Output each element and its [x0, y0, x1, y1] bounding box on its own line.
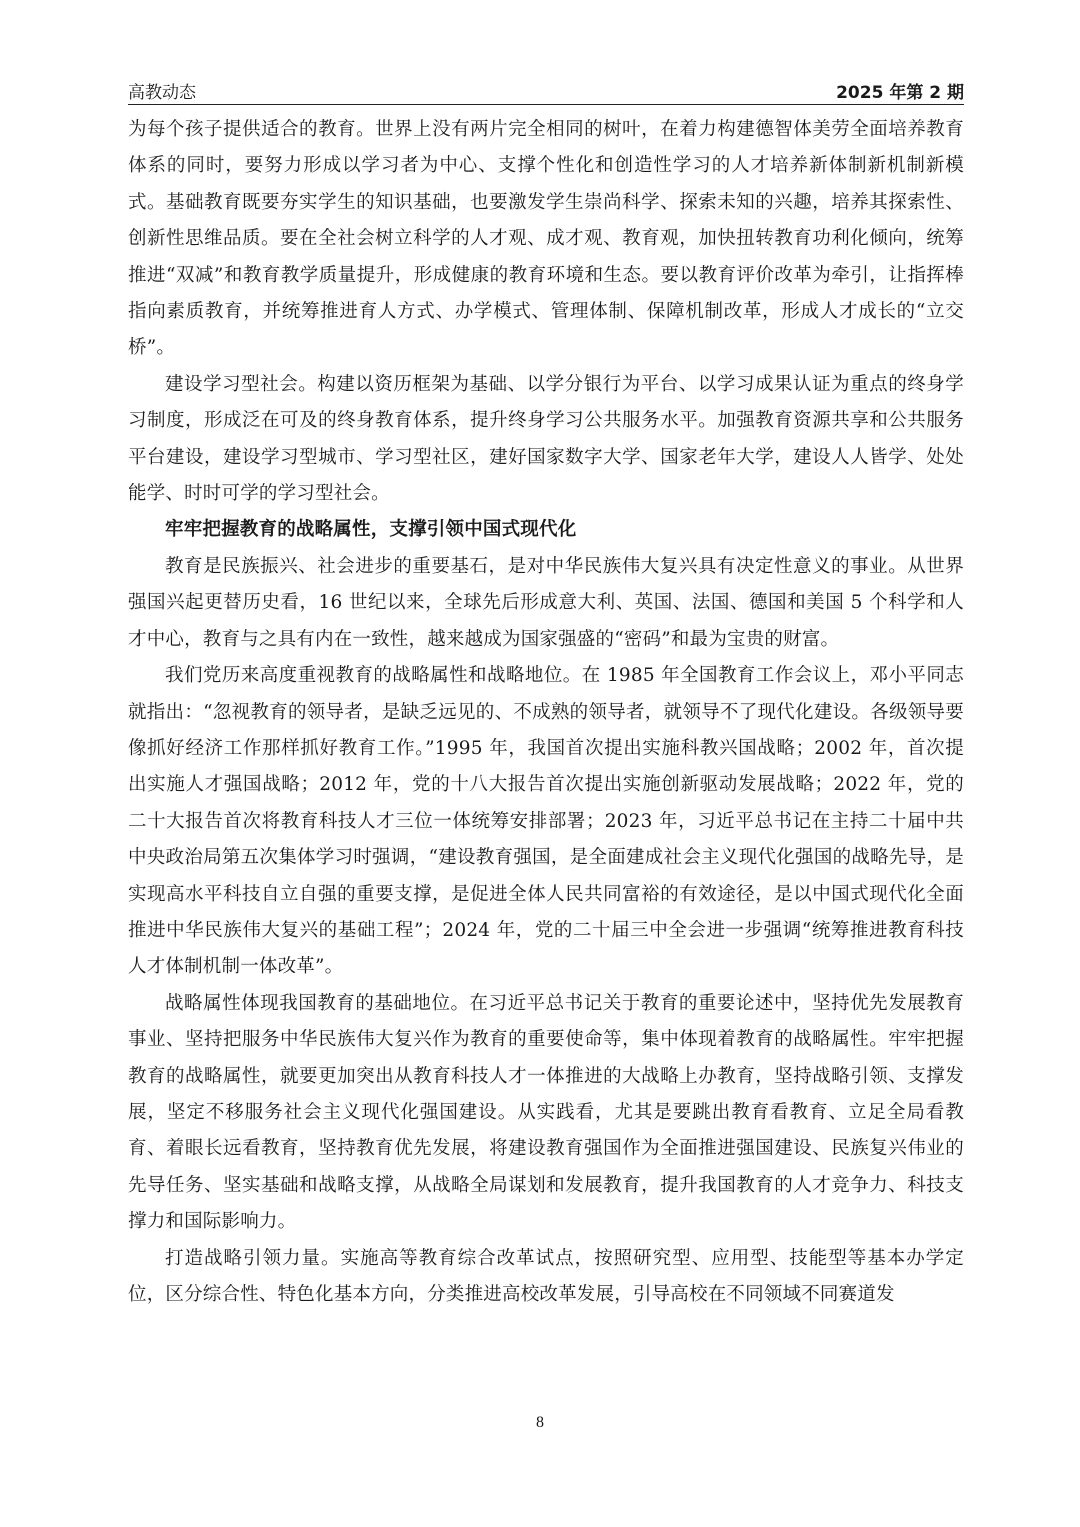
- journal-title: 高教动态: [128, 83, 196, 103]
- header-divider: [128, 104, 964, 105]
- paragraph: 我们党历来高度重视教育的战略属性和战略地位。在 1985 年全国教育工作会议上，邓小平同志就指出：“忽视教育的领导者，是缺乏远见的、不成熟的领导者，就领导不了现代化建设。各级领导要像抓好经济工作那样抓好教育工作。”1995 年，我国首次提出实施科教兴国战略；2002 年，首次提出实施人才强国战略；2012 年，党的十八大报告首次提出实施创新驱动发展战略；2022 年，党的二十大报告首次将教育科技人才三位一体统筹安排部署；2023 年，习近平总书记在主持二十届中共中央政治局第五次集体学习时强调，“建设教育强国，是全面建成社会主义现代化强国的战略先导，是实现高水平科技自立自强的重要支撑，是促进全体人民共同富裕的有效途径，是以中国式现代化全面推进中华民族伟大复兴的基础工程”；2024 年，党的二十届三中全会进一步强调“统筹推进教育科技人才体制机制一体改革”。: [128, 665, 964, 978]
- article-body: [128, 112, 964, 1313]
- paragraph: 建设学习型社会。构建以资历框架为基础、以学分银行为平台、以学习成果认证为重点的终身学习制度，形成泛在可及的终身教育体系，提升终身学习公共服务水平。加强教育资源共享和公共服务平台建设，建设学习型城市、学习型社区，建好国家数字大学、国家老年大学，建设人人皆学、处处能学、时时可学的学习型社会。: [128, 373, 964, 505]
- paragraph: 打造战略引领力量。实施高等教育综合改革试点，按照研究型、应用型、技能型等基本办学定位，区分综合性、特色化基本方向，分类推进高校改革发展，引导高校在不同领域不同赛道发: [128, 1247, 964, 1305]
- paragraph-continued: 为每个孩子提供适合的教育。世界上没有两片完全相同的树叶，在着力构建德智体美劳全面培养教育体系的同时，要努力形成以学习者为中心、支撑个性化和创造性学习的人才培养新体制新机制新模式。基础教育既要夯实学生的知识基础，也要激发学生崇尚科学、探索未知的兴趣，培养其探索性、创新性思维品质。要在全社会树立科学的人才观、成才观、教育观，加快扭转教育功利化倾向，统筹推进“双减”和教育教学质量提升，形成健康的教育环境和生态。要以教育评价改革为牵引，让指挥棒指向素质教育，并统筹推进育人方式、办学模式、管理体制、保障机制改革，形成人才成长的“立交桥”。: [128, 119, 964, 359]
- section-heading: 牢牢把握教育的战略属性，支撑引领中国式现代化: [165, 519, 577, 541]
- page-number: 8: [536, 1414, 544, 1431]
- issue-number: 2025 年第 2 期: [836, 83, 964, 103]
- paragraph: 战略属性体现我国教育的基础地位。在习近平总书记关于教育的重要论述中，坚持优先发展教育事业、坚持把服务中华民族伟大复兴作为教育的重要使命等，集中体现着教育的战略属性。牢牢把握教育的战略属性，就要更加突出从教育科技人才一体推进的大战略上办教育，坚持战略引领、支撑发展，坚定不移服务社会主义现代化强国建设。从实践看，尤其是要跳出教育看教育、立足全局看教育、着眼长远看教育，坚持教育优先发展，将建设教育强国作为全面推进强国建设、民族复兴伟业的先导任务、坚实基础和战略支撑，从战略全局谋划和发展教育，提升我国教育的人才竞争力、科技支撑力和国际影响力。: [128, 992, 964, 1233]
- running-header: [128, 74, 964, 104]
- paragraph: 教育是民族振兴、社会进步的重要基石，是对中华民族伟大复兴具有决定性意义的事业。从世界强国兴起更替历史看，16 世纪以来，全球先后形成意大利、英国、法国、德国和美国 5 个科学和人才中心，教育与之具有内在一致性，越来越成为国家强盛的“密码”和最为宝贵的财富。: [128, 555, 964, 650]
